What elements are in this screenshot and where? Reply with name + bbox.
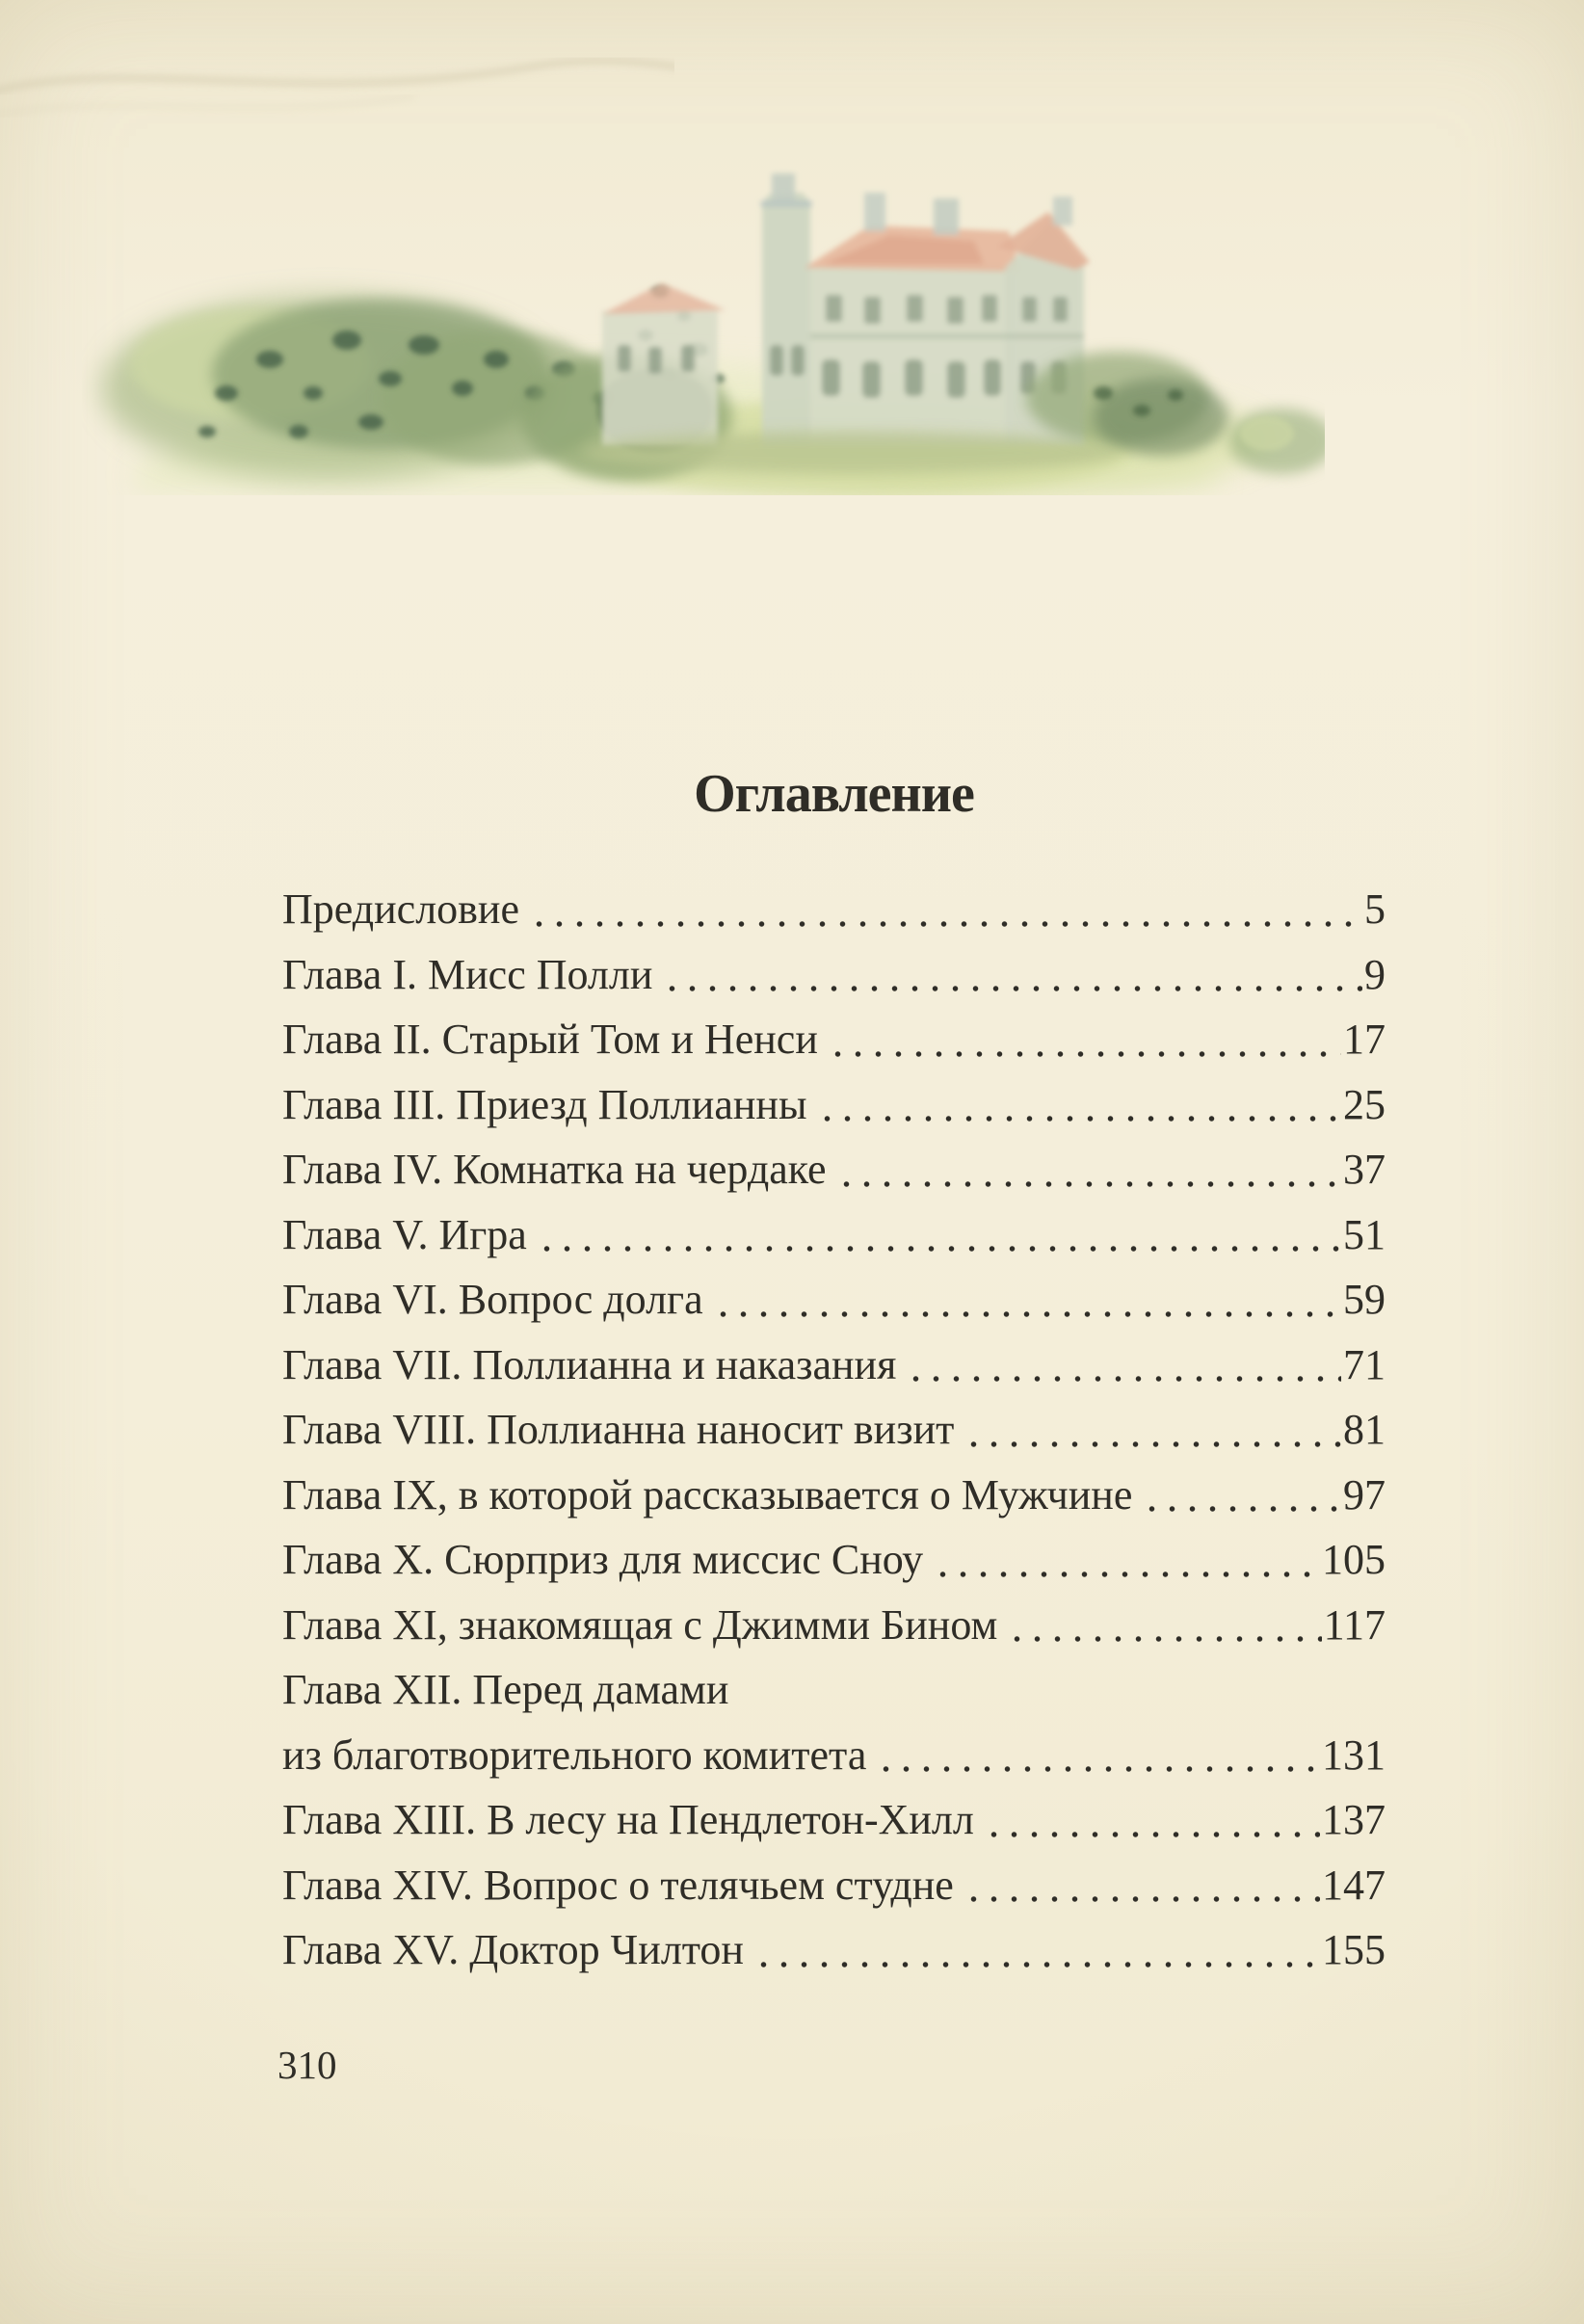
toc-dot-leader (962, 1853, 1320, 1918)
toc-entry-page-number: 117 (1323, 1600, 1386, 1649)
toc-entry-row (282, 1267, 1386, 1333)
toc-entry-row (282, 1723, 1386, 1788)
toc-entry-row (282, 942, 1386, 1008)
toc-entry-row (282, 1853, 1386, 1918)
toc-entry-row (282, 1007, 1386, 1072)
toc-entry-row (282, 1593, 1386, 1658)
toc-dot-leader (527, 877, 1362, 942)
toc-entry-row (282, 1072, 1386, 1138)
toc-dot-leader (874, 1723, 1320, 1788)
toc-entry-label: Глава I. Мисс Полли (282, 950, 653, 998)
toc-entry-label: Глава VII. Поллианна и наказания (282, 1340, 897, 1388)
toc-entry-label: Глава X. Сюрприз для миссис Сноу (282, 1536, 924, 1583)
toc-entry-page-number: 81 (1343, 1406, 1386, 1453)
toc-entry-row (282, 1917, 1386, 1983)
toc-entry-page-number: 59 (1343, 1276, 1386, 1323)
toc-dot-leader (752, 1917, 1320, 1983)
toc-dot-leader (826, 1007, 1341, 1072)
toc-entry-row (282, 1333, 1386, 1398)
toc-entry-page-number: 9 (1364, 950, 1386, 998)
toc-entry-label: Глава XIII. В лесу на Пендлетон-Хилл (282, 1796, 974, 1843)
toc-entry-row (282, 1463, 1386, 1528)
toc-dot-leader (931, 1527, 1320, 1593)
toc-dot-leader (815, 1072, 1342, 1138)
folio-page-number: 310 (277, 2043, 337, 2087)
toc-entry-row (282, 1657, 1386, 1723)
toc-dot-leader (834, 1137, 1341, 1202)
toc-dot-leader (962, 1397, 1341, 1463)
toc-entry-row (282, 1397, 1386, 1463)
toc-entry-page-number: 105 (1322, 1536, 1386, 1583)
toc-entry-label: Глава XV. Доктор Чилтон (282, 1926, 744, 1973)
toc-entry-page-number: 37 (1343, 1146, 1386, 1193)
toc-dot-leader (660, 942, 1362, 1008)
toc-entry-label: Глава XI, знакомящая с Джимми Бином (282, 1600, 998, 1649)
toc-dot-leader (904, 1333, 1341, 1398)
toc-entry-label: из благотворительного комитета (282, 1730, 867, 1779)
toc-entry-page-number: 51 (1343, 1210, 1386, 1258)
toc-entry-row (282, 1137, 1386, 1202)
toc-entry-label: Глава XII. Перед дамами (282, 1666, 729, 1713)
toc-entry-label: Глава VI. Вопрос долга (282, 1276, 703, 1323)
toc-entry-label: Предисловие (282, 885, 519, 933)
toc-list (282, 877, 1386, 1983)
toc-entry-row (282, 1527, 1386, 1593)
toc-entry-page-number: 97 (1343, 1470, 1386, 1519)
toc-dot-leader (1005, 1593, 1321, 1658)
toc-entry-row (282, 877, 1386, 942)
toc-entry-label: Глава VIII. Поллианна наносит визит (282, 1406, 955, 1453)
toc-entry-page-number: 137 (1322, 1796, 1386, 1843)
toc-entry-label: Глава XIV. Вопрос о телячьем студне (282, 1861, 954, 1909)
toc-entry-page-number: 155 (1322, 1926, 1386, 1973)
toc-entry-page-number: 17 (1343, 1016, 1386, 1063)
page-title: Оглавление (694, 764, 974, 824)
toc-entry-row (282, 1202, 1386, 1268)
toc-dot-leader (1140, 1463, 1341, 1528)
toc-dot-leader (982, 1787, 1320, 1853)
toc-entry-page-number: 147 (1322, 1861, 1386, 1909)
toc-dot-leader (535, 1202, 1341, 1268)
toc-entry-label: Глава III. Приезд Поллианны (282, 1080, 807, 1128)
toc-entry-label: Глава II. Старый Том и Ненси (282, 1016, 818, 1063)
toc-entry-page-number: 25 (1343, 1080, 1386, 1128)
toc-entry-page-number: 71 (1343, 1340, 1386, 1388)
toc-entry-label: Глава IX, в которой рассказывается о Мужчине (282, 1470, 1133, 1519)
toc-dot-leader (711, 1267, 1341, 1333)
toc-entry-page-number: 5 (1364, 885, 1386, 933)
watercolor-house-illustration (82, 152, 1325, 495)
toc-entry-label: Глава V. Игра (282, 1210, 527, 1258)
toc-entry-page-number: 131 (1322, 1730, 1386, 1779)
toc-entry-row (282, 1787, 1386, 1853)
toc-entry-label: Глава IV. Комнатка на чердаке (282, 1146, 827, 1193)
